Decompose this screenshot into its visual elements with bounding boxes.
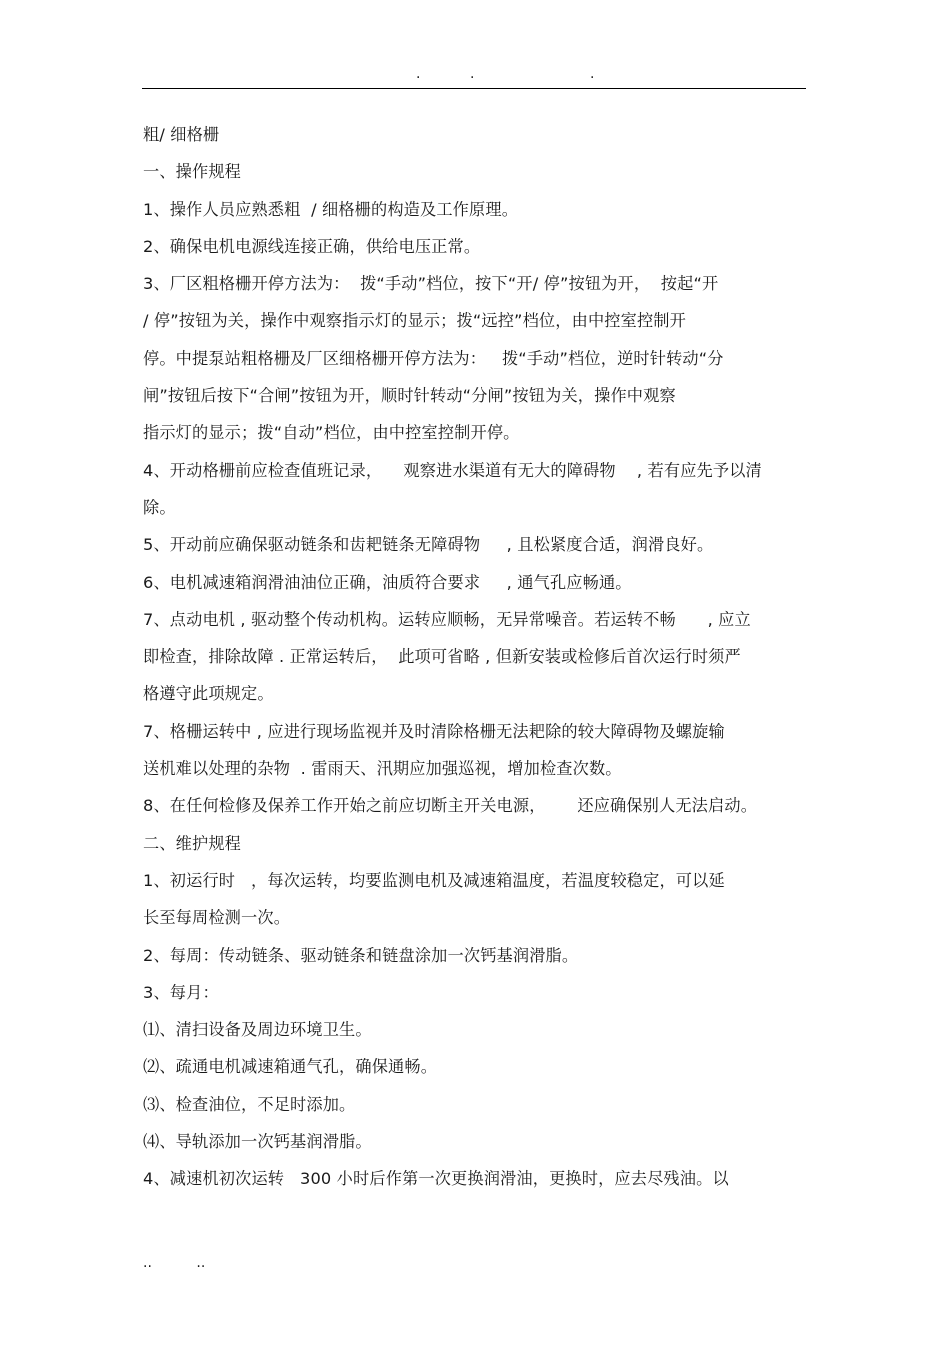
text-line: 停。中提泵站粗格栅及厂区细格栅开停方法为： 拨“手动”档位，逆时针转动“分	[143, 348, 724, 368]
text-line: 2、每周：传动链条、驱动链条和链盘涂加一次钙基润滑脂。	[143, 945, 579, 965]
text-line: 5、开动前应确保驱动链条和齿耙链条无障碍物 , 且松紧度合适，润滑良好。	[143, 535, 714, 555]
header-divider	[142, 88, 806, 89]
text-line: 长至每周检测一次。	[143, 908, 291, 928]
section-heading-maintenance: 二、维护规程	[143, 833, 242, 853]
text-line: 7、格栅运转中 , 应进行现场监视并及时清除格栅无法耙除的较大障碍物及螺旋输	[143, 721, 725, 741]
text-line: 送机难以处理的杂物 . 雷雨天、汛期应加强巡视，增加检查次数。	[143, 759, 622, 779]
text-line: 2、确保电机电源线连接正确，供给电压正常。	[143, 236, 481, 256]
section-heading-operation: 一、操作规程	[143, 162, 242, 182]
text-line: ⑶、检查油位，不足时添加。	[143, 1094, 356, 1114]
document-body	[143, 121, 808, 1203]
text-line: ⑴、清扫设备及周边环境卫生。	[143, 1020, 372, 1040]
text-line: / 停”按钮为关，操作中观察指示灯的显示；拨“远控”档位，由中控室控制开	[143, 311, 686, 331]
text-line: 格遵守此项规定。	[143, 684, 274, 704]
text-line: 3、厂区粗格栅开停方法为： 拨“手动”档位，按下“开/ 停”按钮为开， 按起“开	[143, 274, 719, 294]
text-line: 指示灯的显示；拨“自动”档位，由中控室控制开停。	[143, 423, 520, 443]
text-line: ⑷、导轨添加一次钙基润滑脂。	[143, 1132, 372, 1152]
text-line: 3、每月：	[143, 982, 219, 1002]
header-dot: .	[416, 66, 421, 82]
text-line: ⑵、疏通电机减速箱通气孔，确保通畅。	[143, 1057, 438, 1077]
page-header	[0, 66, 950, 82]
text-line: 闸”按钮后按下“合闸”按钮为开，顺时针转动“分闸”按钮为关，操作中观察	[143, 386, 676, 406]
text-line: 4、开动格栅前应检查值班记录， 观察进水渠道有无大的障碍物 , 若有应先予以清	[143, 460, 762, 480]
doc-title: 粗/ 细格栅	[143, 125, 220, 144]
text-line: 6、电机减速箱润滑油油位正确，油质符合要求 , 通气孔应畅通。	[143, 572, 632, 592]
text-line: 1、初运行时 ，每次运转，均要监测电机及减速箱温度，若温度较稳定，可以延	[143, 870, 725, 890]
page-footer: .. ..	[143, 1255, 206, 1271]
text-line: 7、点动电机 , 驱动整个传动机构。运转应顺畅，无异常噪音。若运转不畅 , 应立	[143, 609, 751, 629]
text-line: 即检查，排除故障 . 正常运转后， 此项可省略 , 但新安装或检修后首次运行时须严	[143, 647, 741, 667]
text-line: 除。	[143, 497, 176, 517]
header-dot: .	[470, 66, 475, 82]
header-dot: .	[590, 66, 595, 82]
text-line: 4、减速机初次运转 300 小时后作第一次更换润滑油，更换时，应去尽残油。以	[143, 1169, 729, 1189]
text-line: 8、在任何检修及保养工作开始之前应切断主开关电源， 还应确保别人无法启动。	[143, 796, 758, 816]
text-line: 1、操作人员应熟悉粗 / 细格栅的构造及工作原理。	[143, 199, 519, 219]
